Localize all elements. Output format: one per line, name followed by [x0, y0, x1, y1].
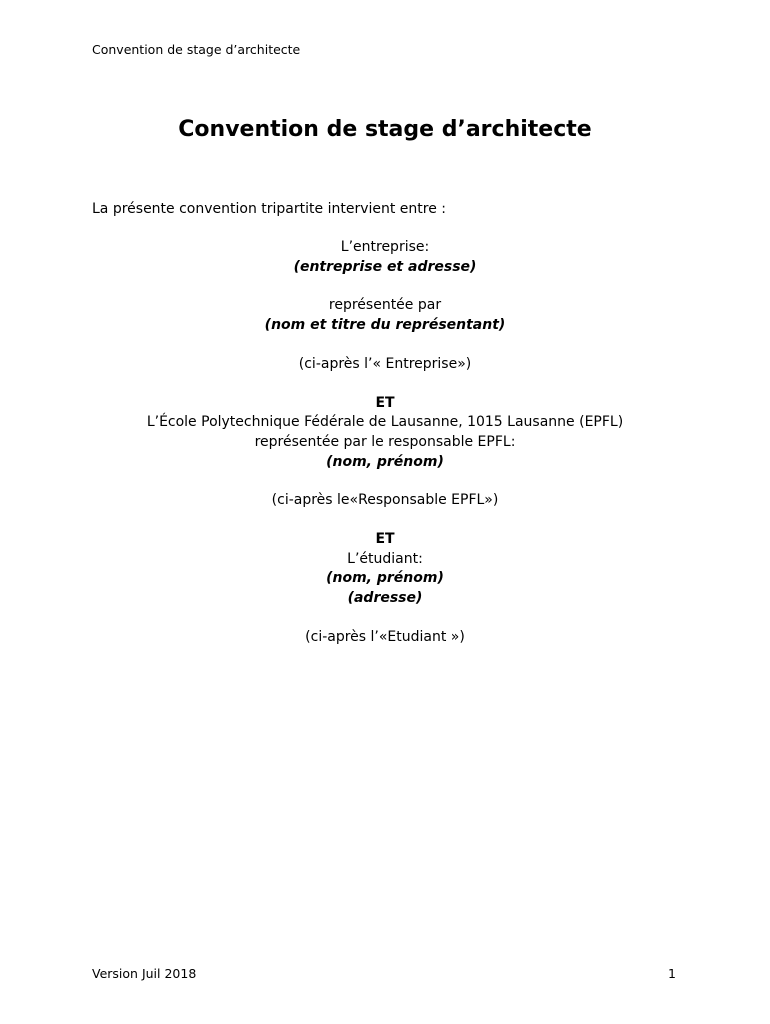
school-alias: (ci-après le«Responsable EPFL») [271, 492, 499, 508]
student-name-placeholder: (nom, prénom) [326, 570, 444, 586]
student-alias: (ci-après l’«Etudiant ») [305, 629, 465, 645]
footer-version: Version Juil 2018 [92, 966, 197, 981]
student-label: L’étudiant: [347, 551, 423, 567]
school-responsible-placeholder: (nom, prénom) [326, 454, 444, 470]
separator-et-2: ET [375, 531, 395, 547]
running-header-title: Convention de stage d’architecte [92, 42, 301, 57]
separator-et-1: ET [375, 395, 395, 411]
school-represented-by: représentée par le responsable EPFL: [254, 434, 516, 450]
student-address-placeholder: (adresse) [347, 590, 423, 606]
intro-paragraph: La présente convention tripartite intervient entre : [92, 201, 446, 217]
enterprise-placeholder: (entreprise et adresse) [293, 259, 477, 275]
page-number: 1 [668, 966, 676, 981]
enterprise-label: L’entreprise: [340, 239, 430, 255]
enterprise-alias: (ci-après l’« Entreprise») [298, 356, 472, 372]
enterprise-representative-placeholder: (nom et titre du représentant) [264, 317, 506, 333]
enterprise-represented-by: représentée par [328, 297, 442, 313]
document-title: Convention de stage d’architecte [178, 117, 592, 142]
school-name: L’École Polytechnique Fédérale de Lausanne, 1015 Lausanne (EPFL) [146, 414, 624, 430]
